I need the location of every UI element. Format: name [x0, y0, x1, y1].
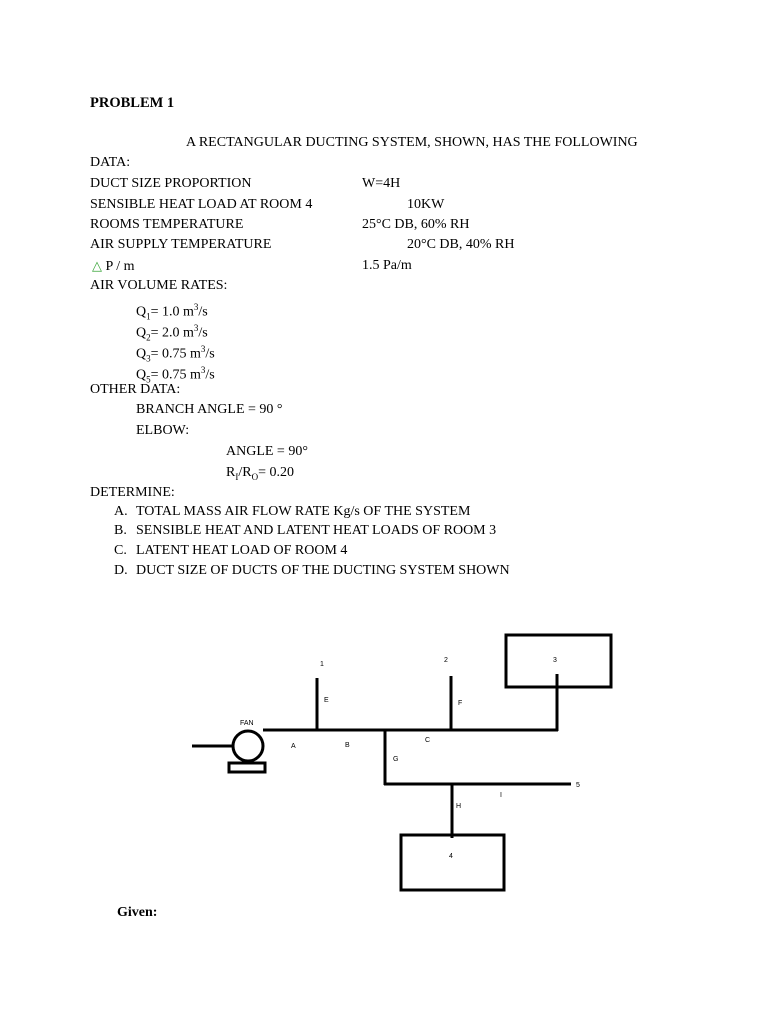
fan-label: FAN: [240, 720, 254, 727]
outlet-label-2: 2: [444, 657, 448, 664]
radius-ratio: $R_I/R_O= 0.20$: [226, 465, 294, 482]
section-label-c: C: [425, 737, 431, 744]
data-value-pressure-drop: 1.5 Pa/m: [362, 258, 412, 273]
data-label-rooms-temp: ROOMS TEMPERATURE: [90, 217, 244, 232]
data-value-supply-temp: 20°C DB, 40% RH: [407, 237, 515, 252]
data-label-sensible-heat: SENSIBLE HEAT LOAD AT ROOM 4: [90, 197, 313, 212]
flow-rate-q2: $Q_2= 2.0$ $m^3/s$: [136, 323, 208, 343]
outlet-label-5: 5: [576, 782, 580, 789]
data-value-sensible-heat: 10KW: [407, 197, 445, 212]
room-label-3: 3: [553, 657, 557, 664]
determine-item-d-letter: D.: [114, 563, 128, 578]
branch-angle: BRANCH ANGLE = 90 °: [136, 402, 283, 417]
flow-rate-q5: $Q_5= 0.75$ $m^3/s$: [136, 365, 215, 385]
determine-item-c-letter: C.: [114, 543, 127, 558]
determine-item-d: DUCT SIZE OF DUCTS OF THE DUCTING SYSTEM SHOWN: [136, 563, 510, 578]
air-volume-heading: AIR VOLUME RATES:: [90, 278, 228, 293]
other-data-heading: OTHER DATA:: [90, 382, 181, 397]
delta-triangle-icon: △: [92, 258, 102, 273]
fan-icon: [233, 731, 263, 761]
determine-item-a: TOTAL MASS AIR FLOW RATE Kg/s OF THE SYSTEM: [136, 504, 471, 519]
intro-line-2: DATA:: [90, 155, 131, 170]
intro-line-1: A RECTANGULAR DUCTING SYSTEM, SHOWN, HAS THE FOLLOWING: [186, 135, 638, 150]
section-label-f: F: [458, 700, 463, 707]
data-value-rooms-temp: 25°C DB, 60% RH: [362, 217, 470, 232]
determine-item-c: LATENT HEAT LOAD OF ROOM 4: [136, 543, 348, 558]
data-value-duct-size: W=4H: [362, 176, 401, 191]
data-label-supply-temp: AIR SUPPLY TEMPERATURE: [90, 237, 272, 252]
pressure-drop-label-text: P / m: [105, 259, 135, 274]
room-4-box: [401, 835, 504, 890]
determine-heading: DETERMINE:: [90, 485, 175, 500]
section-label-g: G: [393, 756, 399, 763]
section-label-e: E: [324, 697, 329, 704]
determine-item-b: SENSIBLE HEAT AND LATENT HEAT LOADS OF ROOM 3: [136, 523, 497, 538]
elbow-angle: ANGLE = 90°: [226, 444, 308, 459]
fan-base: [229, 763, 265, 772]
determine-item-b-letter: B.: [114, 523, 127, 538]
problem-title: PROBLEM 1: [90, 95, 175, 111]
section-label-a: A: [291, 743, 296, 750]
determine-item-a-letter: A.: [114, 504, 128, 519]
section-label-i: I: [500, 792, 502, 799]
outlet-label-1: 1: [320, 661, 324, 668]
given-heading: Given:: [117, 905, 158, 920]
room-label-4: 4: [449, 853, 453, 860]
elbow-heading: ELBOW:: [136, 423, 190, 438]
flow-rate-q3: $Q_3= 0.75$ $m^3/s$: [136, 344, 215, 364]
section-label-b: B: [345, 742, 350, 749]
flow-rate-q1: $Q_1= 1.0$ $m^3/s$: [136, 302, 208, 322]
data-label-duct-size: DUCT SIZE PROPORTION: [90, 176, 252, 191]
section-label-h: H: [456, 803, 462, 810]
